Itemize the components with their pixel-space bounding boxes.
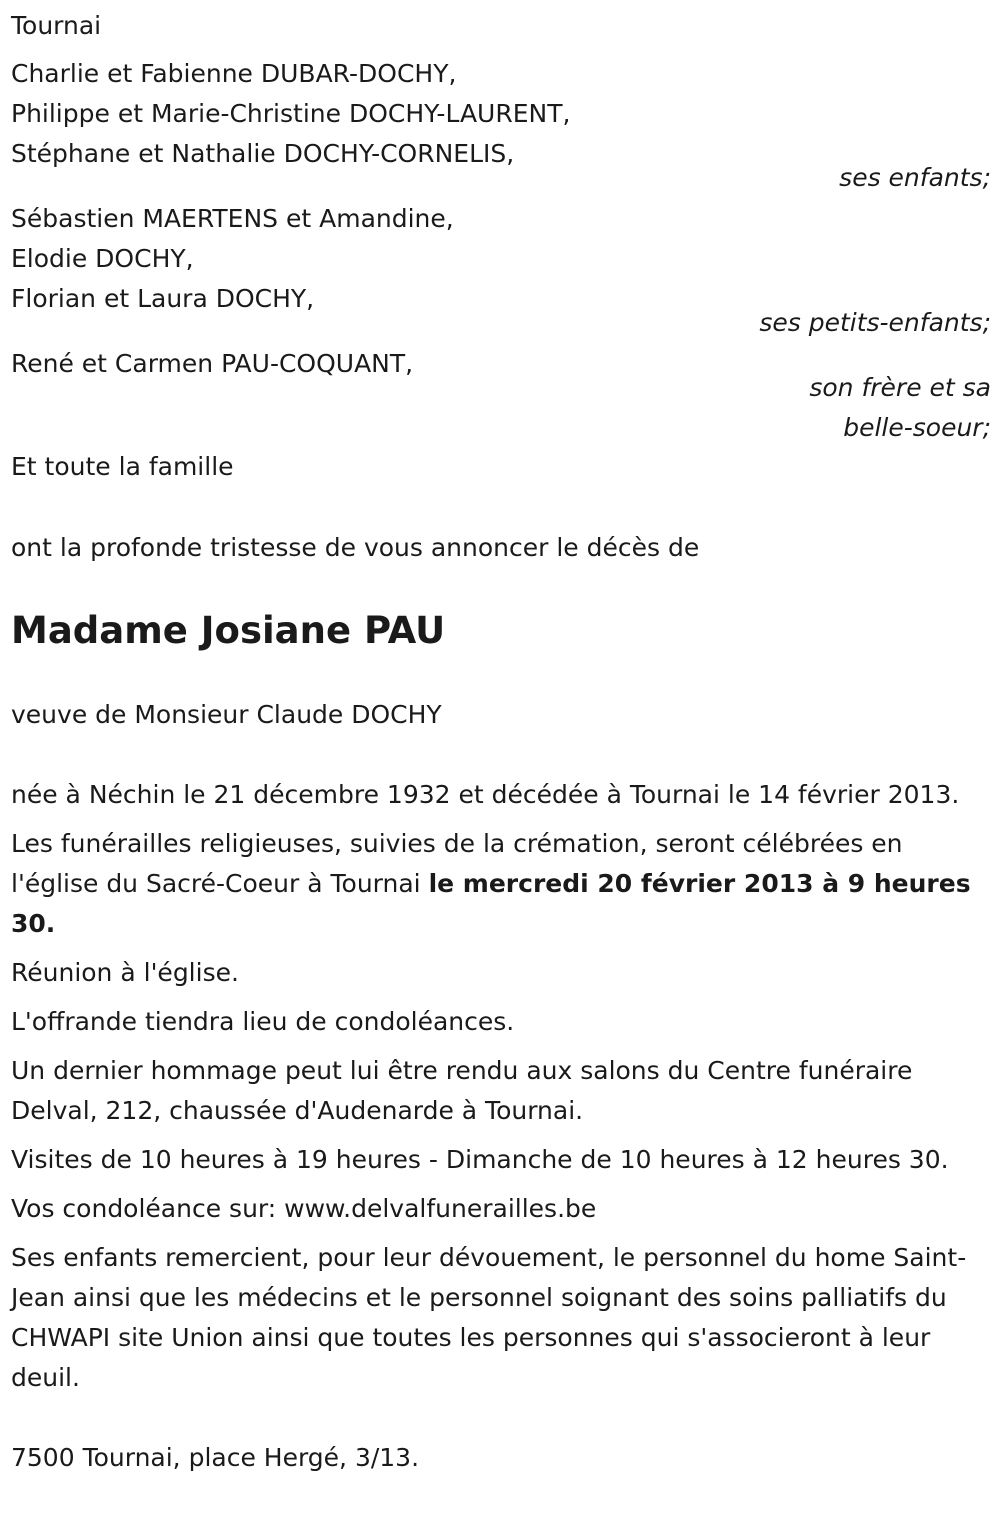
sibling-name: René et Carmen PAU-COQUANT, — [11, 349, 414, 378]
obituary-notice — [11, 6, 991, 1478]
funeral-date: le mercredi 20 février 2013 à 9 heures 30. — [11, 869, 971, 938]
widow-of: veuve de Monsieur Claude DOCHY — [11, 700, 442, 729]
birth-death: née à Néchin le 21 décembre 1932 et décédée à Tournai le 14 février 2013. — [11, 780, 960, 809]
grandchildren-relation: ses petits-enfants; — [759, 308, 991, 337]
offering-line: L'offrande tiendra lieu de condoléances. — [11, 1007, 515, 1036]
grandchildren-name: Florian et Laura DOCHY, — [11, 284, 315, 313]
family-line: Et toute la famille — [11, 452, 234, 481]
announcement: ont la profonde tristesse de vous annoncer le décès de — [11, 533, 700, 562]
deceased-name: Madame Josiane PAU — [11, 609, 446, 652]
condolences-line: Vos condoléance sur: www.delvalfunerailles.be — [11, 1194, 597, 1223]
sibling-relation-line-1: son frère et sa — [809, 373, 991, 402]
grandchildren-name: Sébastien MAERTENS et Amandine, — [11, 204, 454, 233]
grandchildren-name: Elodie DOCHY, — [11, 244, 194, 273]
children-name: Stéphane et Nathalie DOCHY-CORNELIS, — [11, 139, 515, 168]
children-name: Philippe et Marie-Christine DOCHY-LAURENT, — [11, 99, 571, 128]
address-line: 7500 Tournai, place Hergé, 3/13. — [11, 1443, 420, 1472]
children-name: Charlie et Fabienne DUBAR-DOCHY, — [11, 59, 457, 88]
tribute-paragraph: Un dernier hommage peut lui être rendu aux salons du Centre funéraire Delval, 212, chaussée d'Audenarde à Tournai. — [11, 1056, 913, 1125]
funeral-paragraph — [11, 824, 991, 944]
thanks-paragraph: Ses enfants remercient, pour leur dévouement, le personnel du home Saint-Jean ainsi que les médecins et le personnel soignant des soins palliatifs du CHWAPI site Union ainsi que toutes les personnes qui s'associeront à leur deuil. — [11, 1243, 967, 1392]
children-relation: ses enfants; — [839, 163, 991, 192]
funeral-text: Les funérailles religieuses, suivies de la crémation, seront célébrées en l'église du Sacré-Coeur à Tournai — [11, 829, 903, 898]
sibling-relation-line-2: belle-soeur; — [843, 413, 991, 442]
visits-line: Visites de 10 heures à 19 heures - Dimanche de 10 heures à 12 heures 30. — [11, 1145, 949, 1174]
meeting-line: Réunion à l'église. — [11, 958, 239, 987]
city-heading: Tournai — [11, 11, 102, 40]
